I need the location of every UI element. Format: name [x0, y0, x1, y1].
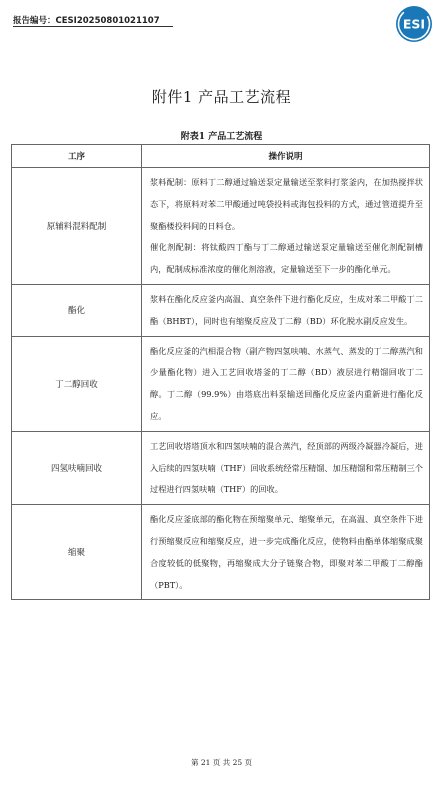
page-footer [0, 757, 443, 768]
footer-suffix: 页 [244, 758, 253, 767]
step-name: 丁二醇回收 [12, 336, 142, 431]
step-description [142, 284, 430, 336]
cesi-logo [396, 6, 432, 42]
cesi-logo-icon [396, 6, 432, 42]
description-paragraph: 酯化反应釜底部的酯化物在预缩聚单元、缩聚单元，在高温、真空条件下进行预缩聚反应和缩聚反应，进一步完成酯化反应，使物料由酯单体缩聚成聚合度较低的低聚物，再缩聚成大分子链聚合物，即聚对苯二甲酸丁二醇酯（PBT）。 [150, 514, 423, 590]
step-name: 四氢呋喃回收 [12, 431, 142, 504]
header-rule [13, 26, 173, 27]
table-row [12, 336, 430, 431]
footer-prefix: 第 [190, 758, 199, 767]
table-caption: 附表1 产品工艺流程 [180, 132, 263, 142]
step-description [142, 336, 430, 431]
column-header-step: 工序 [12, 145, 142, 168]
table-header-row [12, 145, 430, 168]
description-paragraph: 催化剂配制：将钛酸四丁酯与丁二醇通过输送泵定量输送至催化剂配制槽内，配制成标准浓度的催化剂溶液，定量输送至下一步的酯化单元。 [150, 242, 423, 275]
report-number: 报告编号：CESI20250801021107 [13, 16, 160, 26]
step-name: 原辅料混料配制 [12, 168, 142, 285]
footer-middle: 页 共 [212, 758, 231, 767]
total-pages: 25 [232, 758, 243, 767]
logo-text: ESI [402, 16, 426, 32]
table-row [12, 431, 430, 504]
column-header-description: 操作说明 [142, 145, 430, 168]
description-paragraph: 工艺回收塔塔顶水和四氢呋喃的混合蒸汽，经顶部的两级冷凝器冷凝后，进入后续的四氢呋喃（THF）回收系统经常压精馏、加压精馏和常压精制三个过程进行四氢呋喃（THF）的回收。 [150, 440, 423, 495]
step-description [142, 431, 430, 504]
description-paragraph: 酯化反应釜的汽相混合物（副产物四氢呋喃、水蒸气、蒸发的丁二醇蒸汽和少量酯化物）进入工艺回收塔釜的丁二醇（BD）液层进行精馏回收丁二醇。丁二醇（99.9%）由塔底出料泵输送回酯化反应釜内重新进行酯化反应。 [150, 345, 423, 421]
process-table [11, 144, 430, 600]
page-title: 附件1 产品工艺流程 [151, 88, 292, 106]
table-row [12, 168, 430, 285]
table-row [12, 505, 430, 600]
step-name: 酯化 [12, 284, 142, 336]
step-description [142, 168, 430, 285]
table-row [12, 284, 430, 336]
description-paragraph: 浆料配制：原料丁二醇通过输送泵定量输送至浆料打浆釜内，在加热搅拌状态下，将原料对苯二甲酸通过吨袋投料或海包投料的方式，通过管道提升至聚酯楼投料间的日料仓。 [150, 177, 423, 231]
step-name: 缩聚 [12, 505, 142, 600]
description-paragraph: 浆料在酯化反应釜内高温、真空条件下进行酯化反应，生成对苯二甲酸丁二酯（BHBT），同时也有缩聚反应及丁二醇（BD）环化脱水副反应发生。 [150, 293, 423, 326]
page-number: 21 [200, 758, 211, 767]
step-description [142, 505, 430, 600]
